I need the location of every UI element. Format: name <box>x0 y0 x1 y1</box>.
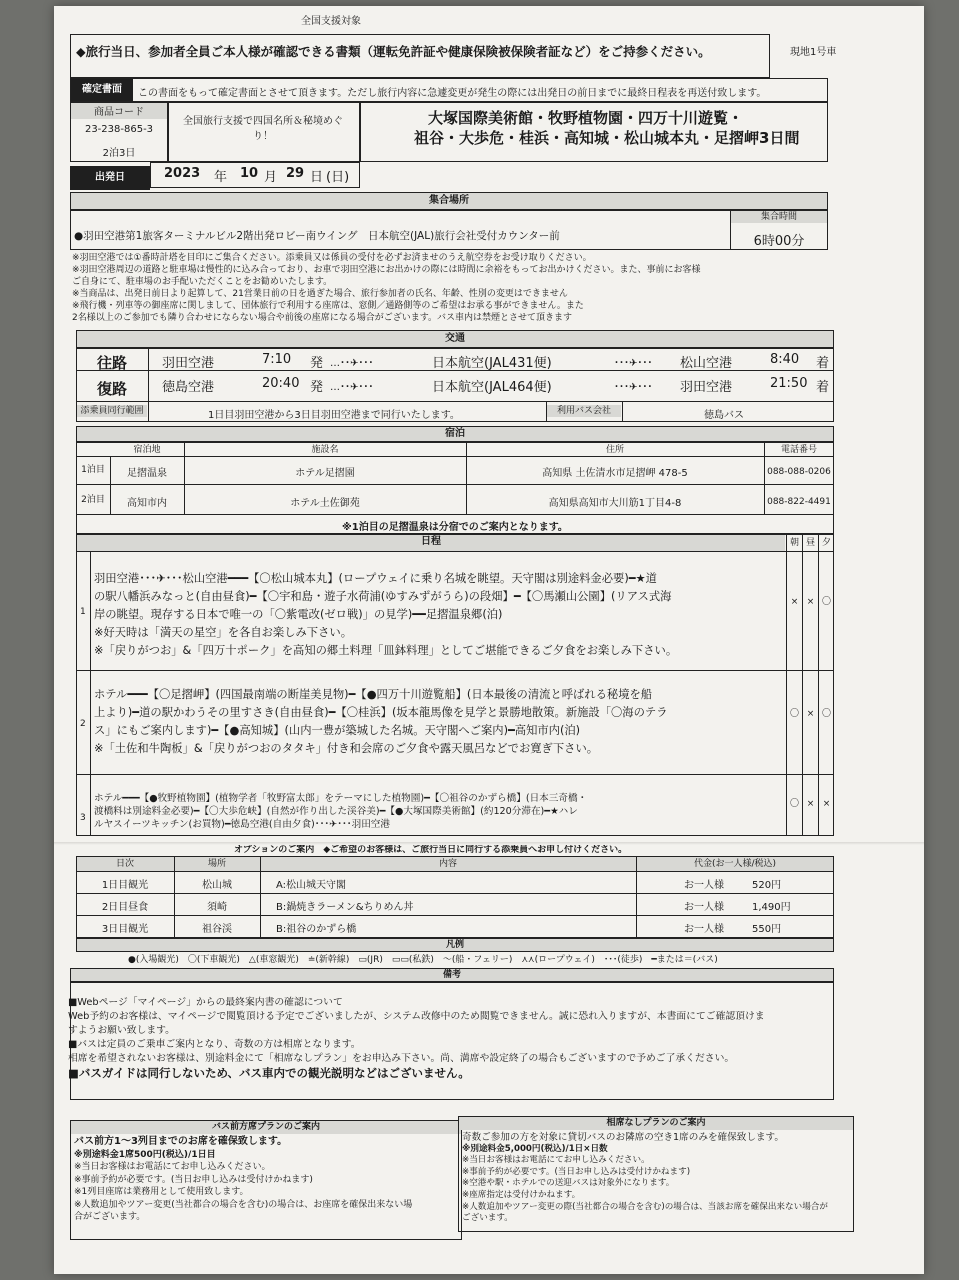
remarks-lines <box>68 996 765 1080</box>
id-notice: ◆旅行当日、参加者全員ご本人様が確認できる書類（運転免許証や健康保険被保険者証など）をご持参ください。 <box>76 44 711 59</box>
option-content: A:松山城天守閣 <box>276 880 347 891</box>
duration: 2泊3日 <box>102 148 136 159</box>
return-arr-word: 着 <box>816 380 830 395</box>
guide-range: 1日目羽田空港から3日目羽田空港まで同行いたします。 <box>208 410 460 421</box>
no-share-plan-title: 相席なしプランのご案内 <box>459 1117 853 1130</box>
plan-line: ※事前予約が必要です。(当日お申し込みは受付けかねます) <box>74 1174 313 1185</box>
meal-mark: 〇 <box>821 597 831 607</box>
itinerary-document <box>54 6 924 1274</box>
day-number: 1 <box>80 607 86 617</box>
meeting-note: ※羽田空港周辺の道路と駐車場は慢性的に込み合っており、お車で羽田空港にお出かけの際には時間に余裕をもってお出かけください。また、事前にお客様 <box>72 265 701 275</box>
lodging-area: 高知市内 <box>127 498 167 509</box>
meeting-note: ※当商品は、出発日前日より起算して、21営業日前の日を過ぎた場合、旅行参加者の氏名、年齢、性別の変更はできません <box>72 289 568 299</box>
meeting-section-header: 集合場所 <box>70 192 828 210</box>
bus-company-label: 利用バス会社 <box>547 405 621 417</box>
meeting-note: ※飛行機・列車等の御座席に関しまして、団体旅行で利用する座席は、窓側／通路側等のご希望はお承る事ができません。また <box>72 301 584 311</box>
meal-mark: × <box>806 597 815 607</box>
option-place: 松山城 <box>202 880 232 891</box>
day-1-schedule <box>94 570 677 660</box>
plan-line: 合がございます。 <box>74 1212 146 1222</box>
schedule-line: ※「土佐和牛陶板」&「戻りがつおのタタキ」付き和会席のご夕食や露天風呂などでお寛ぎ下さい。 <box>94 742 599 755</box>
option-place: 須崎 <box>207 902 227 913</box>
option-content: B:祖谷のかずら橋 <box>276 924 357 935</box>
meal-mark: × <box>822 799 831 809</box>
options-header-day: 日次 <box>115 859 134 869</box>
itinerary-section-header: 日程 <box>77 535 785 551</box>
year-unit: 年 <box>214 170 228 185</box>
plan-line: ※座席指定は受付けかねます。 <box>462 1189 581 1200</box>
lodging-header-area: 宿泊地 <box>133 445 161 455</box>
meal-header-breakfast: 朝 <box>789 538 799 548</box>
lodging-section-header: 宿泊 <box>76 426 834 442</box>
confirm-label: 確定書面 <box>71 79 133 101</box>
lodging-night: 1泊目 <box>81 465 105 475</box>
schedule-line: 岸の眺望。現存する日本で唯一の「〇紫電改(ゼロ戦)」の見学)━━足摺温泉郷(泊) <box>94 608 503 621</box>
option-per: お一人様 <box>684 924 724 935</box>
transport-section-header: 交通 <box>76 330 834 348</box>
outbound-flight: 日本航空(JAL431便) <box>432 356 552 371</box>
month-unit: 月 <box>264 170 278 185</box>
option-price: 550円 <box>752 924 782 935</box>
bus-number: 現地1号車 <box>790 47 837 58</box>
schedule-line: 上より)━道の駅かわうその里すさき(自由昼食)━【〇桂浜】(坂本龍馬像を見学と景勝地散策。新施設「〇海のテラ <box>94 706 668 719</box>
schedule-line: 羽田空港･･･✈･･･松山空港━━━【〇松山城本丸】(ロープウェイに乗り名城を眺望。天守閣は別途料金必要)━★道 <box>94 572 657 585</box>
outbound-arrow: …･･✈･･･ <box>330 358 374 369</box>
schedule-line: ※「戻りがつお」&「四万十ポーク」を高知の郷土料理「皿鉢料理」としてご堪能できるご夕食をお楽しみ下さい。 <box>94 644 678 657</box>
return-dep-word: 発 <box>310 380 324 395</box>
plan-line: バス前方1〜3列目までのお席を確保致します。 <box>74 1136 288 1147</box>
legend-title: 凡例 <box>76 938 834 952</box>
return-flight: 日本航空(JAL464便) <box>432 380 552 395</box>
schedule-line: ス」にもご案内します)━【●高知城】(山内一豊が築城した名城。天守閣へご案内)━高知市内(泊) <box>94 724 581 737</box>
meal-header-lunch: 昼 <box>805 538 815 548</box>
plan-line: ※別途料金5,000円(税込)/1日×日数 <box>462 1143 608 1154</box>
day-number: 3 <box>80 813 86 823</box>
lodging-area: 足摺温泉 <box>127 468 167 479</box>
departure-month: 10 <box>240 166 259 181</box>
return-arr: 21:50 <box>770 376 808 391</box>
meeting-notes <box>72 252 701 324</box>
lodging-address: 高知県高知市大川筋1丁目4-8 <box>548 498 682 509</box>
bus-front-plan-lines <box>74 1136 412 1224</box>
outbound-arrow2: ･･･✈･･･ <box>614 358 653 369</box>
meeting-time: 6時00分 <box>753 234 805 249</box>
day-2-schedule <box>94 686 668 758</box>
meal-mark: × <box>806 799 815 809</box>
lodging-name: ホテル土佐御苑 <box>290 498 360 509</box>
legend-text: ●(入場観光) 〇(下車観光) △(車窓観光) ≐(新幹線) ▭(JR) ▭▭(私鉄) 〜(船・フェリー) ⋏⋏(ロープウェイ) ･･･(徒歩) ━または＝(バス) <box>128 955 718 965</box>
schedule-line: ※好天時は「満天の星空」を各自お楽しみ下さい。 <box>94 626 352 639</box>
remarks-title: 備考 <box>70 968 834 982</box>
outbound-from: 羽田空港 <box>162 356 215 371</box>
lodging-phone: 088-088-0206 <box>767 467 831 477</box>
return-label: 復路 <box>96 380 127 398</box>
meeting-note: 2名様以上のご参加でも隣り合わせにならない場合や前後の座席になる場合がございます。バス車内は禁煙とさせて頂きます <box>72 313 573 323</box>
product-code: 23-238-865-3 <box>84 124 154 135</box>
option-day: 2日目昼食 <box>101 902 149 913</box>
remark-line: 相席を希望されないお客様は、別途料金にて「相席なしプラン」をお申込み下さい。尚、満席や設定終了の場合もございますので予めご了承ください。 <box>68 1053 735 1064</box>
options-header-price: 代金(お一人様/税込) <box>693 859 777 869</box>
plan-line: ※1列目座席は業務用として使用致します。 <box>74 1187 249 1197</box>
lodging-header-name: 施設名 <box>311 445 339 455</box>
schedule-line: ホテル━━━【●牧野植物園】(植物学者「牧野富太郎」をテーマにした植物園)━【〇祖谷のかずら橋】(日本三奇橋・ <box>94 793 588 804</box>
option-per: お一人様 <box>684 880 724 891</box>
plan-line: ございます。 <box>462 1213 513 1224</box>
remark-line: ■バスは定員のご乗車ご案内となり、奇数の方は相席となります。 <box>68 1039 361 1050</box>
departure-day: 29 <box>286 166 305 181</box>
meal-mark: × <box>790 597 799 607</box>
remark-line: すようお願い致します。 <box>68 1025 175 1036</box>
meal-mark: 〇 <box>789 799 799 809</box>
option-day: 1日目観光 <box>101 880 149 891</box>
departure-weekday: (日) <box>326 170 350 185</box>
plan-line: ※人数追加やツアー変更の際(当社都合の場合を含む)の場合は、当該お席を確保出来ない場合が <box>462 1201 828 1212</box>
return-arrow: …･･✈･･･ <box>330 382 374 393</box>
schedule-line: 渡橋料は別途料金必要)━【〇大歩危峡】(自然が作り出した渓谷美)━【●大塚国際美術館】(約120分滞在)━★ハレ <box>94 806 578 817</box>
tour-title-line1: 大塚国際美術館・牧野植物園・四万十川遊覧・ <box>428 109 744 127</box>
plan-line: ※事前予約が必要です。(当日お申し込みは受付けかねます) <box>462 1166 691 1177</box>
meeting-time-label: 集合時間 <box>731 211 827 223</box>
guide-range-label: 添乗員同行範囲 <box>77 405 147 417</box>
plan-line: 奇数ご参加の方を対象に貸切バスのお隣席の空き1席のみを確保致します。 <box>462 1132 784 1143</box>
option-price: 1,490円 <box>752 902 791 913</box>
option-content: B:鍋焼きラーメン&ちりめん丼 <box>276 902 414 913</box>
remark-line b: ■バスガイドは同行しないため、バス車内での観光説明などはございません。 <box>68 1066 470 1080</box>
plan-line: ※空港や駅・ホテルでの送迎バスは対象外になります。 <box>462 1178 675 1189</box>
lodging-header-address: 住所 <box>605 445 624 455</box>
day-3-schedule <box>94 792 587 831</box>
lodging-note: ※1泊目の足摺温泉は分宿でのご案内となります。 <box>342 522 568 533</box>
return-arrow2: ･･･✈･･･ <box>614 382 653 393</box>
tour-subtitle: 全国旅行支援で四国名所＆秘境めぐり！ <box>183 116 343 142</box>
lodging-phone: 088-822-4491 <box>767 497 831 507</box>
schedule-line: ルヤスイーツキッチン(お買物)━徳島空港(自由夕食)･･･✈･･･羽田空港 <box>94 819 390 830</box>
departure-label: 出発日 <box>70 166 150 190</box>
options-title: オプションのご案内 ◆ご希望のお客様は、ご旅行当日に同行する添乗員へお申し付けください。 <box>234 845 628 855</box>
option-price: 520円 <box>752 880 782 891</box>
return-from: 徳島空港 <box>162 380 215 395</box>
remark-line: ■Webページ「マイページ」からの最終案内書の確認について <box>68 997 343 1008</box>
meeting-note: ※羽田空港では①番時計塔を目印にご集合ください。添乗員又は係員の受付を必ずお済ませのうえ航空券をお受け取りください。 <box>72 253 592 263</box>
lodging-address: 高知県 土佐清水市足摺岬 478-5 <box>542 468 688 479</box>
bus-front-plan-title: バス前方席プランのご案内 <box>71 1121 461 1134</box>
option-per: お一人様 <box>684 902 724 913</box>
lodging-night: 2泊目 <box>81 495 105 505</box>
outbound-label: 往路 <box>96 354 127 372</box>
outbound-dep: 7:10 <box>262 352 292 367</box>
meal-mark: × <box>806 709 815 719</box>
tour-title-line2: 祖谷・大歩危・桂浜・高知城・松山城本丸・足摺岬3日間 <box>414 129 800 147</box>
product-code-label: 商品コード <box>71 103 167 119</box>
meeting-note: ご自身にて、駐車場のお手配いただくことをお勧めいたします。 <box>72 277 333 287</box>
meal-mark: 〇 <box>821 709 831 719</box>
outbound-arr: 8:40 <box>770 352 800 367</box>
day-unit: 日 <box>310 170 324 185</box>
option-day: 3日目観光 <box>101 924 149 935</box>
meeting-place: ●羽田空港第1旅客ターミナルビル2階出発ロビー南ウイング 日本航空(JAL)旅行会社受付カウンター前 <box>74 230 560 242</box>
option-place: 祖谷渓 <box>202 924 232 935</box>
confirm-text: この書面をもって確定書面とさせて頂きます。ただし旅行内容に急遽変更が発生の際には出発日の前日までに最終日程表を再送付致します。 <box>138 88 767 99</box>
meal-mark: 〇 <box>789 709 799 719</box>
outbound-dep-word: 発 <box>310 356 324 371</box>
meal-header-dinner: 夕 <box>821 538 831 548</box>
paper-fold <box>54 842 924 845</box>
return-to: 羽田空港 <box>680 380 733 395</box>
plan-line: ※人数追加やツアー変更(当社都合の場合を含む)の場合は、お座席を確保出来ない場 <box>74 1199 413 1210</box>
day-number: 2 <box>80 719 86 729</box>
lodging-header-phone: 電話番号 <box>780 445 817 455</box>
return-dep: 20:40 <box>262 376 300 391</box>
lodging-name: ホテル足摺園 <box>295 468 355 479</box>
no-share-plan-lines <box>462 1132 828 1225</box>
support-target-note: 全国支援対象 <box>301 16 361 27</box>
schedule-line: ホテル━━━【〇足摺岬】(四国最南端の断崖美見物)━【●四万十川遊覧船】(日本最後の清流と呼ばれる秘境を船 <box>94 688 653 701</box>
plan-line: ※当日お客様はお電話にてお申し込みください。 <box>74 1162 271 1172</box>
outbound-arr-word: 着 <box>816 356 830 371</box>
options-header-place: 場所 <box>207 859 226 869</box>
plan-line: ※別途料金1席500円(税込)/1日目 <box>74 1149 216 1160</box>
remark-line: Web予約のお客様は、マイページで閲覧頂ける予定でございましたが、システム改修中のため閲覧できません。誠に恐れ入りますが、本書面にてご確認頂けま <box>68 1011 765 1022</box>
departure-year: 2023 <box>164 166 201 181</box>
schedule-line: の駅八幡浜みなっと(自由昼食)━【〇宇和島・遊子水荷浦(ゆすみずがうら)の段畑】━【〇馬瀬山公園】(リアス式海 <box>94 590 672 603</box>
bus-company: 徳島バス <box>704 410 744 421</box>
outbound-to: 松山空港 <box>680 356 733 371</box>
options-header-content: 内容 <box>438 859 457 869</box>
plan-line: ※当日お客様はお電話にてお申し込みください。 <box>462 1155 650 1166</box>
